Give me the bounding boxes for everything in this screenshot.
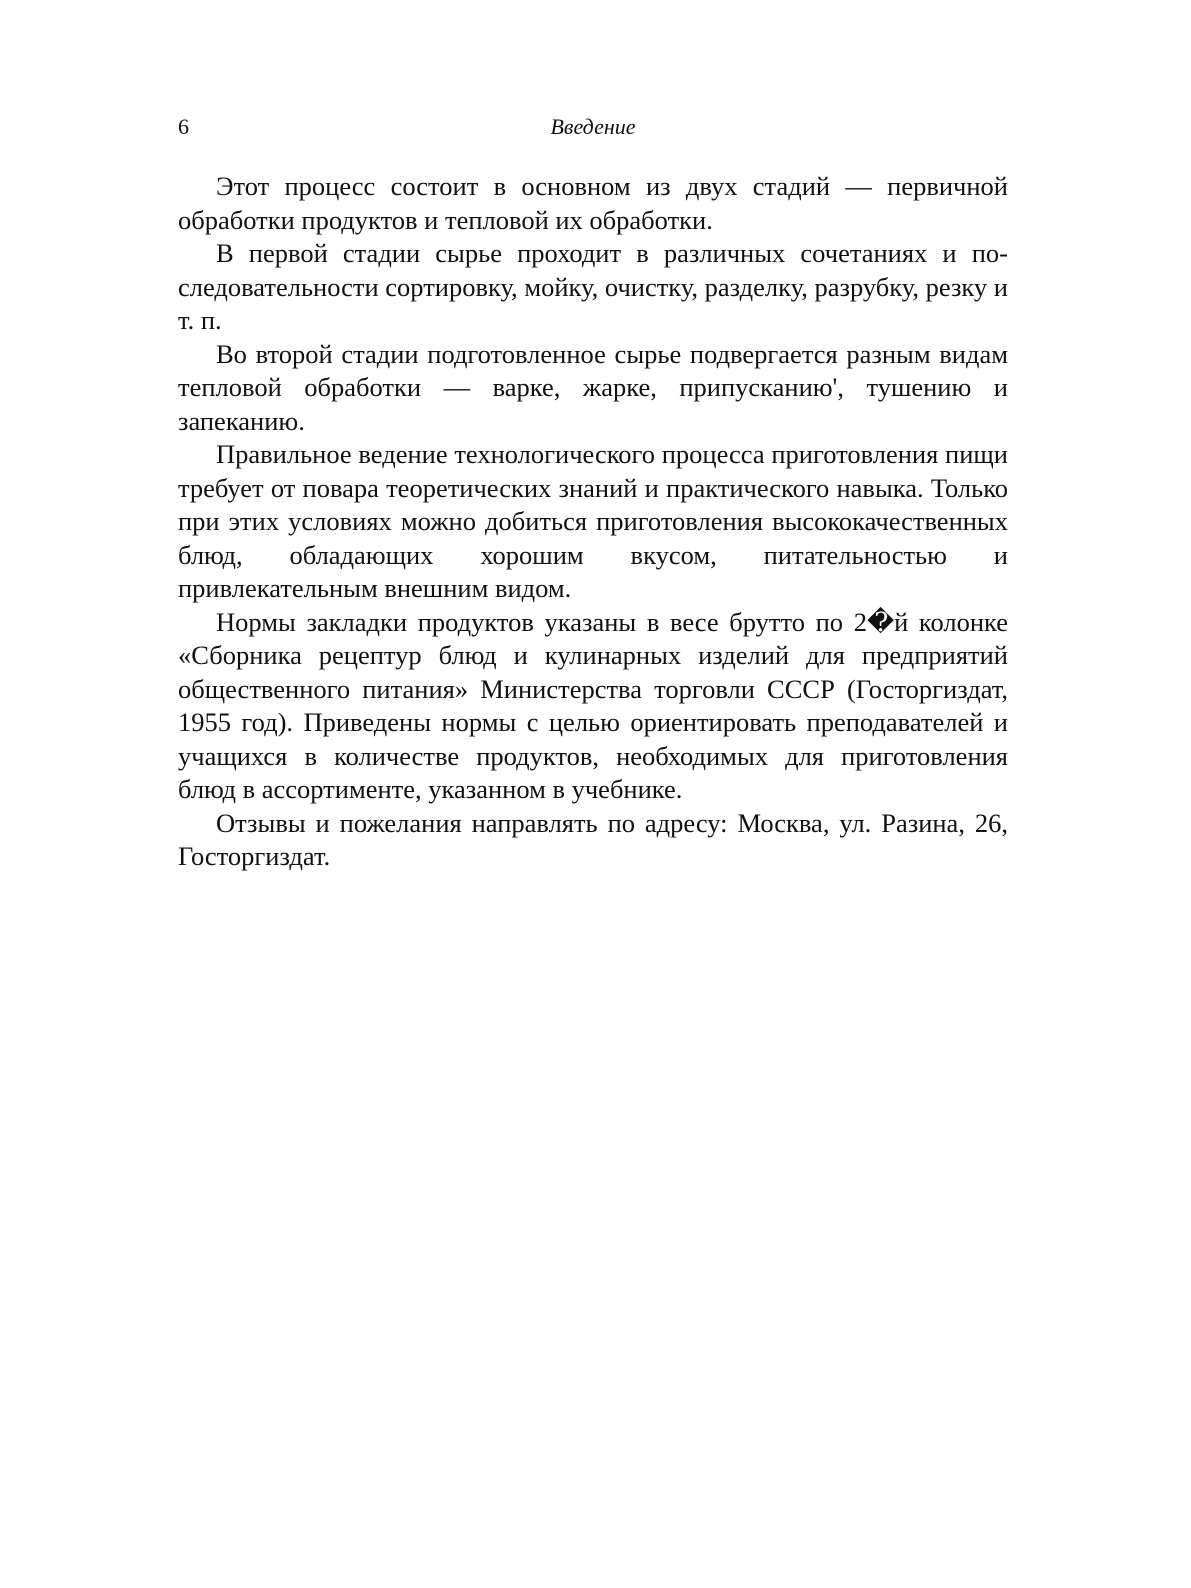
paragraph-process-requirements: Правильное ведение технологического процесса приготовления пищи требует от повара теоретических знаний и практического навыка. Только при этих условиях можно добиться приготовления высококачественных блюд, обладающих хорошим вкусом, питательностью и привлекательным внешним видом. [178,439,1008,603]
paragraph-feedback-address: Отзывы и пожелания направлять по адресу: Москва, ул. Разина, 26, Госторгиздат. [178,807,1008,871]
paragraph-second-stage: Во второй стадии подготовленное сырье подвергается разным видам тепловой обработки — варке, жарке, припусканию', тушению и запеканию. [178,338,1008,436]
page-number: 6 [178,114,189,139]
body-text [178,170,1008,874]
running-head [178,112,1008,142]
paragraph-norms: Нормы закладки продуктов указаны в весе брутто по 2�й колонке «Сборника рецептур блюд и кулинарных изделий для предприятий общественного питания» Министерства торговли СССР (Госторгиздат, 1955 год). Приведены нормы с целью ориентировать преподавателей и учащихся в количестве продуктов, необходимых для приготовления блюд в ассортименте, указанном в учебнике. [178,606,1008,804]
paragraph-first-stage: В первой стадии сырье проходит в различных сочетаниях и последовательности сортировку, мойку, очистку, разделку, разрубку, резку и т. п. [178,238,1008,335]
paragraph-stages-overview: Этот процесс состоит в основном из двух стадий — первичной обработки продуктов и тепловой их обработки. [178,171,1008,235]
chapter-title: Введение [550,114,636,139]
